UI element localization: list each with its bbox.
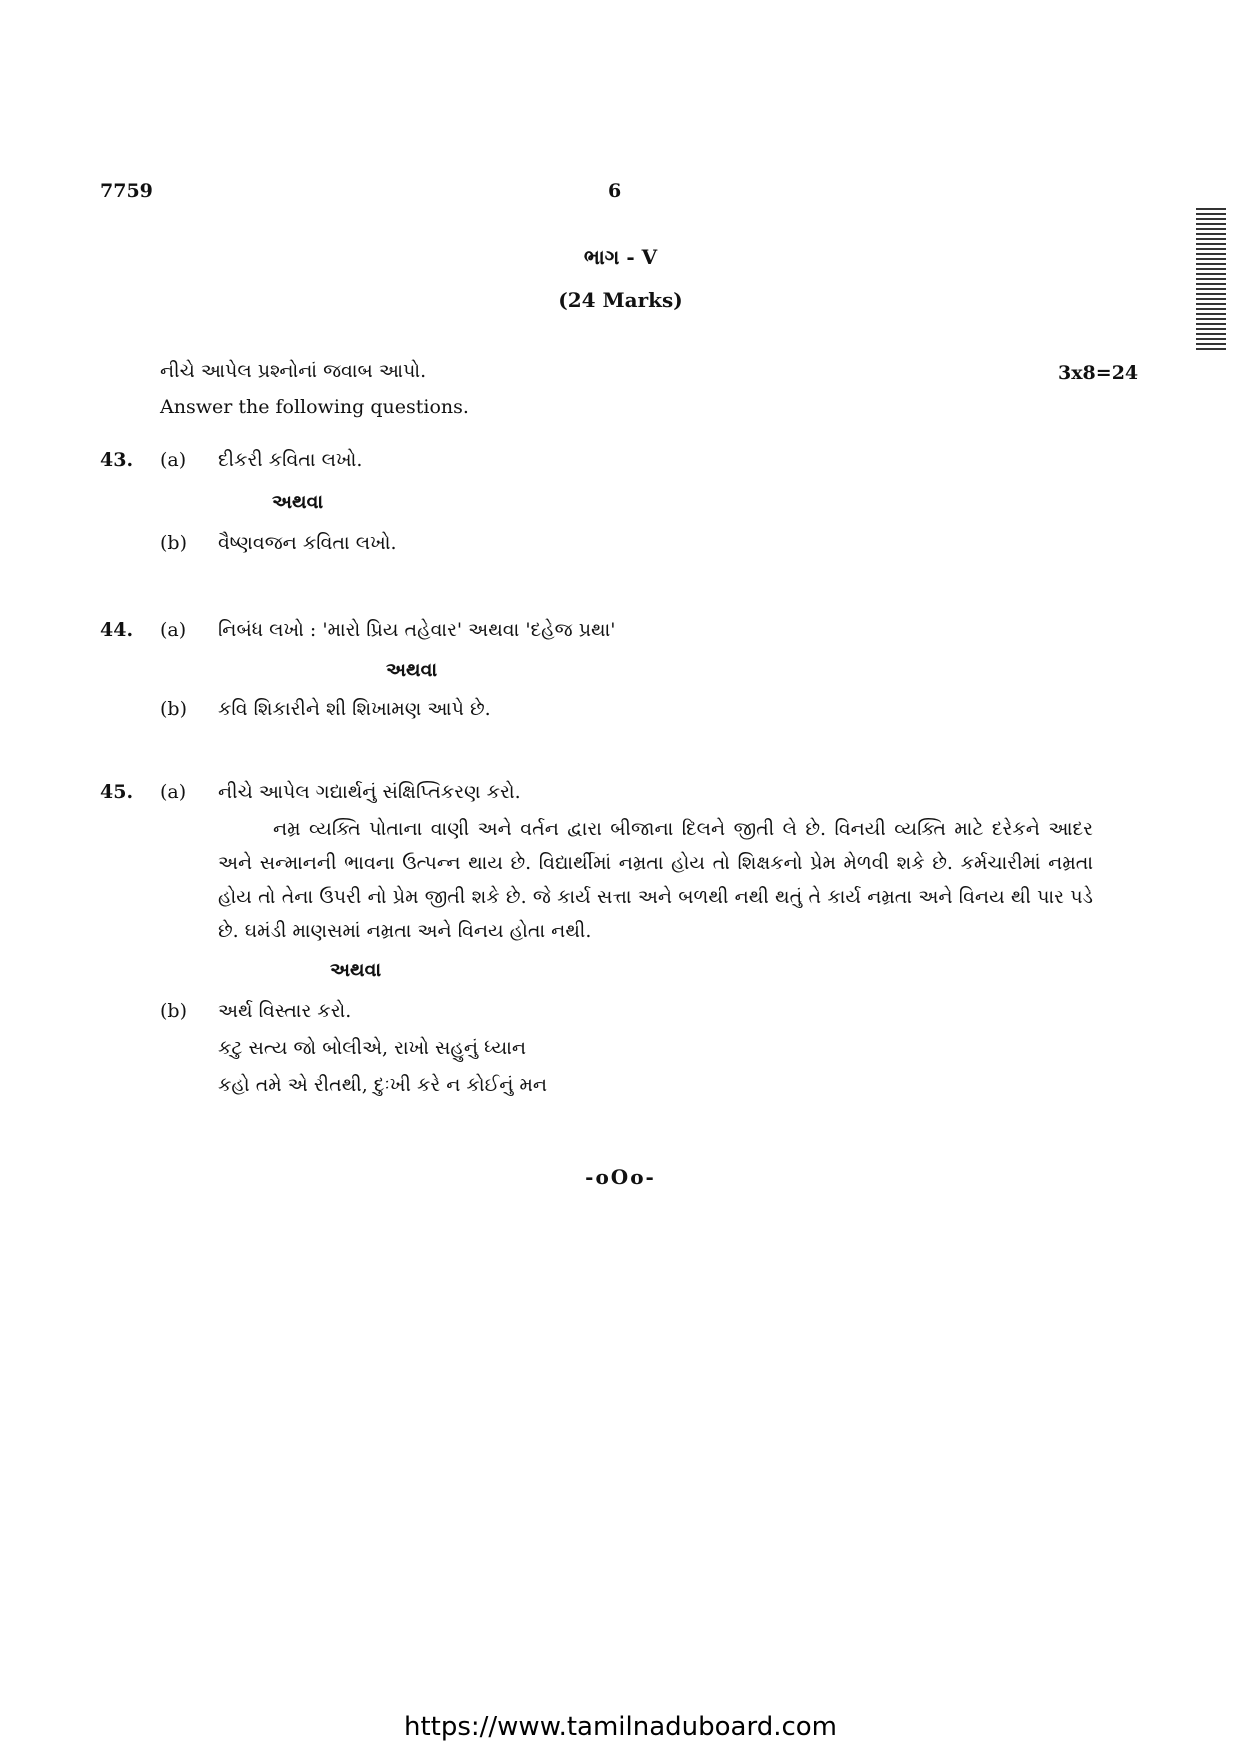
part-marks: (24 Marks) (558, 288, 683, 312)
q43-a-text: દીકરી કવિતા લખો. (218, 449, 363, 471)
q44-or: અથવા (386, 659, 438, 681)
paper-code: 7759 (100, 180, 153, 202)
instruction-english: Answer the following questions. (160, 396, 469, 418)
q45-or: અથવા (330, 959, 382, 981)
question-number-45: 45. (100, 781, 134, 803)
q44-a-label: (a) (160, 619, 187, 641)
footer-url[interactable]: https://www.tamilnaduboard.com (403, 1712, 838, 1742)
q45-a-label: (a) (160, 781, 187, 803)
barcode-strip (1196, 208, 1226, 352)
instruction-gujarati: નીચે આપેલ પ્રશ્નોનાં જવાબ આપો. (160, 360, 427, 382)
question-number-43: 43. (100, 449, 134, 471)
q45-a-passage: નમ્ર વ્યક્તિ પોતાના વાણી અને વર્તન દ્વારા બીજાના દિલને જીતી લે છે. વિનયી વ્યક્તિ માટે દરેકને આદર અને સન્માનની ભાવના ઉત્પન્ન થાય છે. વિદ્યાર્થીમાં નમ્રતા હોય તો શિક્ષકનો પ્રેમ મેળવી શકે છે. કર્મચારીમાં નમ્રતા હોય તો તેના ઉપરી નો પ્રેમ જીતી શકે છે. જે કાર્ય સત્તા અને બળથી નથી થતું તે કાર્ય નમ્રતા અને વિનય થી પાર પડે છે. ઘમંડી માણસમાં નમ્રતા અને વિનય હોતા નથી. (218, 818, 1093, 942)
q44-a-text: નિબંધ લખો : 'મારો પ્રિય તહેવાર' અથવા 'દહેજ પ્રથા' (218, 619, 616, 641)
page-number: 6 (608, 180, 622, 202)
question-number-44: 44. (100, 619, 134, 641)
q45-a-text: નીચે આપેલ ગદ્યાર્થનું સંક્ષિપ્તિકરણ કરો. (218, 781, 521, 803)
q44-b-text: કવિ શિકારીને શી શિખામણ આપે છે. (218, 698, 491, 720)
end-mark: -oOo- (585, 1165, 656, 1189)
q45-b-verse-line-1: કટુ સત્ય જો બોલીએ, રાખો સહુનું ધ્યાન (218, 1037, 527, 1059)
instruction-marks: 3x8=24 (1058, 362, 1139, 384)
q43-or: અથવા (272, 491, 324, 513)
q45-b-verse-line-2: કહો તમે એ રીતથી, દુઃખી કરે ન કોઈનું મન (218, 1074, 548, 1096)
q45-b-text: અર્થ વિસ્તાર કરો. (218, 1000, 352, 1022)
q45-b-label: (b) (160, 1000, 187, 1022)
q44-b-label: (b) (160, 698, 187, 720)
q43-b-text: વૈષ્ણવજન કવિતા લખો. (218, 532, 397, 554)
q43-a-label: (a) (160, 449, 187, 471)
q43-b-label: (b) (160, 532, 187, 554)
part-title: ભાગ - V (583, 245, 658, 269)
